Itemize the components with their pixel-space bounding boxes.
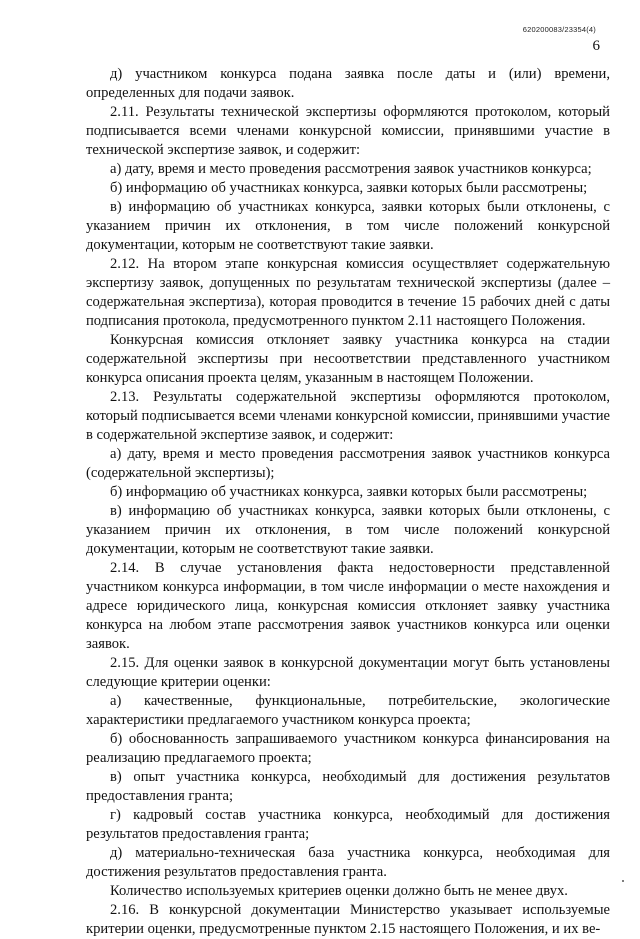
paragraph-2-11-a: а) дату, время и место проведения рассмотрения заявок участников конкурса;: [110, 161, 592, 177]
paragraph-2-11: 2.11. Результаты технической экспертизы оформляются протоколом, который подписывается всеми членами конкурсной комиссии, принявшими участие в технической экспертизе заявок, и содержит:: [86, 104, 610, 158]
document-body: [86, 65, 610, 939]
paragraph-2-11-b: б) информацию об участниках конкурса, заявки которых были рассмотрены;: [110, 180, 588, 196]
paragraph-2-13-v: в) информацию об участниках конкурса, заявки которых были отклонены, с указанием причин их отклонения, в том числе положений конкурсной документации, которым не соответствуют такие заявки.: [86, 503, 610, 557]
paragraph-2-15-g: г) кадровый состав участника конкурса, необходимый для достижения результатов предоставления гранта;: [86, 807, 610, 842]
paragraph-2-13: 2.13. Результаты содержательной экспертизы оформляются протоколом, который подписывается всеми членами конкурсной комиссии, принявшими участие в содержательной экспертизе заявок, и содержит:: [86, 389, 610, 443]
paragraph-2-13-a: а) дату, время и место проведения рассмотрения заявок участников конкурса (содержательной экспертизы);: [86, 446, 610, 481]
paragraph-2-12-rejection: Конкурсная комиссия отклоняет заявку участника конкурса на стадии содержательной экспертизы при несоответствии представленного участником конкурса описания проекта целям, указанным в настоящем Положении.: [86, 332, 610, 386]
page-number: 6: [592, 38, 600, 54]
paragraph-2-15-d: д) материально-техническая база участника конкурса, необходимая для достижения результатов предоставления гранта.: [86, 845, 610, 880]
paragraph-2-15-a: а) качественные, функциональные, потребительские, экологические характеристики предлагаемого участником конкурса проекта;: [86, 693, 610, 728]
paragraph-2-16: 2.16. В конкурсной документации Министерство указывает используемые критерии оценки, предусмотренные пунктом 2.15 настоящего Положения, и их ве-: [86, 902, 610, 937]
paragraph-2-12: 2.12. На втором этапе конкурсная комиссия осуществляет содержательную экспертизу заявок, допущенных по результатам технической экспертизы (далее – содержательная экспертиза), которая проводится в течение 15 рабочих дней с даты подписания протокола, предусмотренного пунктом 2.11 настоящего Положения.: [86, 256, 610, 329]
paragraph-2-15: 2.15. Для оценки заявок в конкурсной документации могут быть установлены следующие критерии оценки:: [86, 655, 610, 690]
paragraph-2-14: 2.14. В случае установления факта недостоверности представленной участником конкурса информации, в том числе информации о месте нахождения и адресе юридического лица, конкурсная комиссия отклоняет заявку участника конкурса на любом этапе рассмотрения заявок участников конкурса или оценки заявок.: [86, 560, 610, 652]
paragraph-criteria-count: Количество используемых критериев оценки должно быть не менее двух.: [110, 883, 568, 899]
scan-speck: [622, 880, 624, 882]
paragraph-2-15-v: в) опыт участника конкурса, необходимый для достижения результатов предоставления гранта;: [86, 769, 610, 804]
paragraph-d-late-submission: д) участником конкурса подана заявка после даты и (или) времени, определенных для подачи заявок.: [86, 66, 610, 101]
paragraph-2-13-b: б) информацию об участниках конкурса, заявки которых были рассмотрены;: [110, 484, 588, 500]
document-id: 620200083/23354(4): [522, 25, 596, 34]
paragraph-2-15-b: б) обоснованность запрашиваемого участником конкурса финансирования на реализацию предлагаемого проекта;: [86, 731, 610, 766]
paragraph-2-11-v: в) информацию об участниках конкурса, заявки которых были отклонены, с указанием причин их отклонения, в том числе положений конкурсной документации, которым не соответствуют такие заявки.: [86, 199, 610, 253]
